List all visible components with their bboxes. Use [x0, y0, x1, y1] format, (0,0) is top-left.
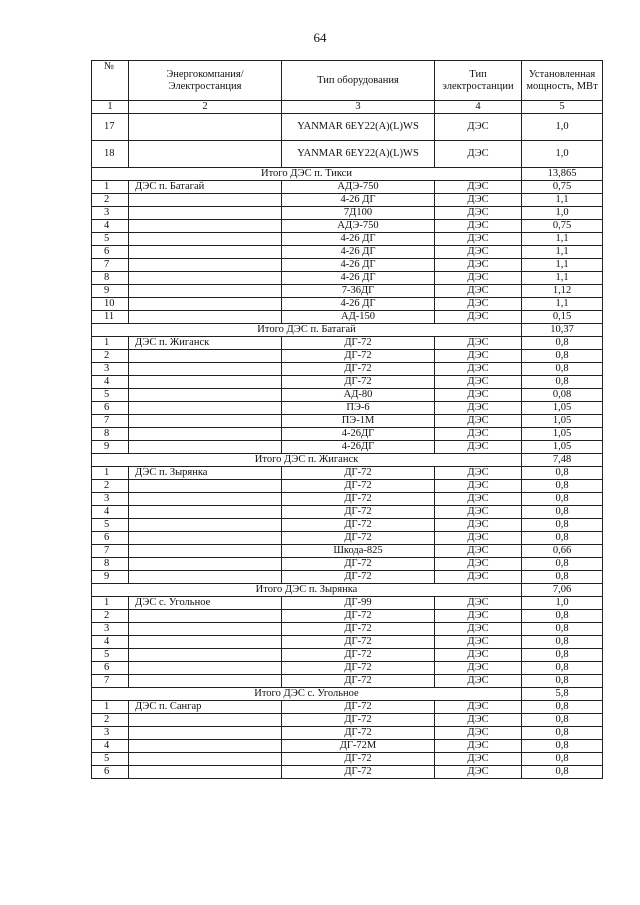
- table-row: [92, 428, 603, 441]
- row-station-type: ДЭС: [435, 389, 522, 402]
- row-station-type: ДЭС: [435, 350, 522, 363]
- row-company: [129, 623, 282, 636]
- table-row: [92, 233, 603, 246]
- row-equipment: АД-150: [282, 311, 435, 324]
- row-station-type: ДЭС: [435, 272, 522, 285]
- header-equipment: Тип оборудования: [282, 61, 435, 101]
- row-equipment: ДГ-72: [282, 636, 435, 649]
- row-power: 0,75: [522, 220, 603, 233]
- column-number-row: [92, 101, 603, 114]
- table-row: [92, 311, 603, 324]
- row-equipment: ДГ-72: [282, 506, 435, 519]
- subtotal-row: [92, 168, 603, 181]
- row-number: 3: [92, 623, 129, 636]
- table-row: [92, 272, 603, 285]
- row-company: [129, 493, 282, 506]
- row-company: [129, 545, 282, 558]
- row-equipment: ПЭ-1М: [282, 415, 435, 428]
- table-body: [92, 114, 603, 779]
- row-power: 0,8: [522, 649, 603, 662]
- row-company: [129, 506, 282, 519]
- row-company: [129, 480, 282, 493]
- column-number: 4: [435, 101, 522, 114]
- row-number: 1: [92, 701, 129, 714]
- row-station-type: ДЭС: [435, 506, 522, 519]
- row-power: 1,1: [522, 298, 603, 311]
- page-number: 64: [313, 30, 327, 45]
- row-company: [129, 272, 282, 285]
- row-equipment: ДГ-72: [282, 363, 435, 376]
- equipment-table: [91, 60, 603, 779]
- subtotal-label: Итого ДЭС с. Угольное: [92, 688, 522, 701]
- row-station-type: ДЭС: [435, 220, 522, 233]
- row-company: [129, 662, 282, 675]
- row-company: [129, 571, 282, 584]
- row-station-type: ДЭС: [435, 597, 522, 610]
- table-row: [92, 207, 603, 220]
- row-equipment: ДГ-72: [282, 623, 435, 636]
- row-number: 7: [92, 415, 129, 428]
- row-station-type: ДЭС: [435, 376, 522, 389]
- subtotal-row: [92, 688, 603, 701]
- row-power: 0,8: [522, 376, 603, 389]
- row-number: 4: [92, 506, 129, 519]
- row-company: [129, 727, 282, 740]
- table-row: [92, 662, 603, 675]
- table-row: [92, 558, 603, 571]
- row-number: 2: [92, 194, 129, 207]
- row-power: 0,8: [522, 350, 603, 363]
- header-station-type: Тип электростанции: [435, 61, 522, 101]
- row-station-type: ДЭС: [435, 428, 522, 441]
- table-row: [92, 506, 603, 519]
- row-station-type: ДЭС: [435, 636, 522, 649]
- row-equipment: YANMAR 6EY22(A)(L)WS: [282, 114, 435, 141]
- subtotal-power: 13,865: [522, 168, 603, 181]
- row-number: 2: [92, 714, 129, 727]
- row-company: [129, 376, 282, 389]
- row-power: 0,8: [522, 610, 603, 623]
- row-equipment: ДГ-72: [282, 714, 435, 727]
- table-row: [92, 194, 603, 207]
- row-station-type: ДЭС: [435, 181, 522, 194]
- row-power: 0,8: [522, 740, 603, 753]
- row-station-type: ДЭС: [435, 415, 522, 428]
- header-company: Энергокомпания/ Электростанция: [129, 61, 282, 101]
- row-equipment: ДГ-72: [282, 675, 435, 688]
- row-number: 1: [92, 337, 129, 350]
- row-equipment: ДГ-72: [282, 701, 435, 714]
- row-station-type: ДЭС: [435, 233, 522, 246]
- row-number: 6: [92, 662, 129, 675]
- row-number: 5: [92, 649, 129, 662]
- row-number: 5: [92, 233, 129, 246]
- row-company: [129, 114, 282, 141]
- row-station-type: ДЭС: [435, 623, 522, 636]
- row-company: [129, 675, 282, 688]
- row-station-type: ДЭС: [435, 675, 522, 688]
- table-row: [92, 402, 603, 415]
- row-number: 10: [92, 298, 129, 311]
- row-equipment: ПЭ-6: [282, 402, 435, 415]
- table-row: [92, 610, 603, 623]
- row-power: 0,8: [522, 675, 603, 688]
- row-number: 9: [92, 441, 129, 454]
- row-number: 2: [92, 350, 129, 363]
- row-number: 2: [92, 610, 129, 623]
- row-company: [129, 766, 282, 779]
- row-power: 0,8: [522, 636, 603, 649]
- row-station-type: ДЭС: [435, 545, 522, 558]
- row-number: 1: [92, 597, 129, 610]
- row-company: [129, 141, 282, 168]
- subtotal-power: 7,48: [522, 454, 603, 467]
- subtotal-label: Итого ДЭС п. Батагай: [92, 324, 522, 337]
- row-station-type: ДЭС: [435, 259, 522, 272]
- row-equipment: 7-36ДГ: [282, 285, 435, 298]
- table-row: [92, 467, 603, 480]
- row-company: [129, 558, 282, 571]
- subtotal-power: 7,06: [522, 584, 603, 597]
- row-company: [129, 519, 282, 532]
- column-number: 2: [129, 101, 282, 114]
- subtotal-power: 5,8: [522, 688, 603, 701]
- table-row: [92, 519, 603, 532]
- row-number: 1: [92, 467, 129, 480]
- row-equipment: АД-80: [282, 389, 435, 402]
- table-row: [92, 636, 603, 649]
- row-company: ДЭС п. Сангар: [129, 701, 282, 714]
- row-number: 3: [92, 363, 129, 376]
- row-power: 0,8: [522, 480, 603, 493]
- row-company: [129, 194, 282, 207]
- row-station-type: ДЭС: [435, 753, 522, 766]
- row-power: 0,8: [522, 493, 603, 506]
- row-company: ДЭС п. Батагай: [129, 181, 282, 194]
- row-equipment: АДЭ-750: [282, 181, 435, 194]
- row-power: 0,8: [522, 623, 603, 636]
- row-station-type: ДЭС: [435, 610, 522, 623]
- table-row: [92, 114, 603, 141]
- row-number: 7: [92, 259, 129, 272]
- row-company: [129, 259, 282, 272]
- row-number: 7: [92, 545, 129, 558]
- table-row: [92, 714, 603, 727]
- row-company: [129, 441, 282, 454]
- row-number: 4: [92, 740, 129, 753]
- row-equipment: ДГ-99: [282, 597, 435, 610]
- subtotal-power: 10,37: [522, 324, 603, 337]
- row-power: 0,8: [522, 766, 603, 779]
- table-row: [92, 259, 603, 272]
- table-row: [92, 740, 603, 753]
- row-equipment: ДГ-72: [282, 571, 435, 584]
- row-power: 1,1: [522, 272, 603, 285]
- row-station-type: ДЭС: [435, 662, 522, 675]
- row-number: 6: [92, 402, 129, 415]
- row-company: [129, 246, 282, 259]
- row-station-type: ДЭС: [435, 571, 522, 584]
- row-equipment: ДГ-72: [282, 662, 435, 675]
- row-power: 0,8: [522, 363, 603, 376]
- row-number: 9: [92, 571, 129, 584]
- row-station-type: ДЭС: [435, 740, 522, 753]
- row-company: [129, 363, 282, 376]
- row-equipment: ДГ-72М: [282, 740, 435, 753]
- row-power: 1,05: [522, 441, 603, 454]
- row-power: 1,0: [522, 141, 603, 168]
- header-num: №: [92, 61, 129, 101]
- table-row: [92, 181, 603, 194]
- table-row: [92, 701, 603, 714]
- row-company: [129, 428, 282, 441]
- row-equipment: 4-26 ДГ: [282, 246, 435, 259]
- row-station-type: ДЭС: [435, 727, 522, 740]
- row-station-type: ДЭС: [435, 114, 522, 141]
- row-number: 4: [92, 636, 129, 649]
- row-number: 3: [92, 207, 129, 220]
- table-row: [92, 389, 603, 402]
- row-number: 7: [92, 675, 129, 688]
- row-company: [129, 233, 282, 246]
- table-row: [92, 571, 603, 584]
- subtotal-label: Итого ДЭС п. Зырянка: [92, 584, 522, 597]
- row-number: 5: [92, 753, 129, 766]
- row-company: [129, 311, 282, 324]
- row-number: 8: [92, 558, 129, 571]
- column-number: 1: [92, 101, 129, 114]
- row-equipment: ДГ-72: [282, 350, 435, 363]
- row-equipment: YANMAR 6EY22(A)(L)WS: [282, 141, 435, 168]
- row-company: [129, 220, 282, 233]
- row-station-type: ДЭС: [435, 141, 522, 168]
- row-company: ДЭС п. Зырянка: [129, 467, 282, 480]
- row-power: 0,8: [522, 558, 603, 571]
- row-company: ДЭС п. Жиганск: [129, 337, 282, 350]
- subtotal-row: [92, 454, 603, 467]
- row-power: 0,08: [522, 389, 603, 402]
- table-row: [92, 649, 603, 662]
- row-company: [129, 753, 282, 766]
- row-number: 6: [92, 246, 129, 259]
- row-power: 1,0: [522, 207, 603, 220]
- table-row: [92, 220, 603, 233]
- row-station-type: ДЭС: [435, 701, 522, 714]
- row-equipment: 4-26 ДГ: [282, 259, 435, 272]
- row-number: 2: [92, 480, 129, 493]
- row-power: 0,8: [522, 337, 603, 350]
- row-power: 0,8: [522, 662, 603, 675]
- row-equipment: ДГ-72: [282, 532, 435, 545]
- row-number: 8: [92, 428, 129, 441]
- row-power: 0,8: [522, 519, 603, 532]
- row-equipment: ДГ-72: [282, 519, 435, 532]
- row-equipment: ДГ-72: [282, 376, 435, 389]
- row-number: 5: [92, 389, 129, 402]
- row-power: 0,8: [522, 701, 603, 714]
- row-power: 0,8: [522, 727, 603, 740]
- row-station-type: ДЭС: [435, 519, 522, 532]
- table-header-row: [92, 61, 603, 101]
- row-station-type: ДЭС: [435, 558, 522, 571]
- row-company: [129, 415, 282, 428]
- row-power: 0,8: [522, 467, 603, 480]
- row-equipment: 4-26 ДГ: [282, 233, 435, 246]
- row-equipment: Шкода-825: [282, 545, 435, 558]
- row-station-type: ДЭС: [435, 480, 522, 493]
- row-power: 0,75: [522, 181, 603, 194]
- row-company: [129, 389, 282, 402]
- row-power: 0,8: [522, 532, 603, 545]
- row-number: 8: [92, 272, 129, 285]
- row-station-type: ДЭС: [435, 194, 522, 207]
- row-equipment: ДГ-72: [282, 753, 435, 766]
- row-equipment: 4-26ДГ: [282, 441, 435, 454]
- row-equipment: 4-26 ДГ: [282, 194, 435, 207]
- row-equipment: ДГ-72: [282, 727, 435, 740]
- row-company: ДЭС с. Угольное: [129, 597, 282, 610]
- row-equipment: ДГ-72: [282, 467, 435, 480]
- table-row: [92, 298, 603, 311]
- row-station-type: ДЭС: [435, 649, 522, 662]
- row-equipment: 7Д100: [282, 207, 435, 220]
- row-station-type: ДЭС: [435, 467, 522, 480]
- row-company: [129, 285, 282, 298]
- row-company: [129, 649, 282, 662]
- row-power: 0,8: [522, 506, 603, 519]
- row-number: 3: [92, 727, 129, 740]
- table-row: [92, 545, 603, 558]
- table-row: [92, 285, 603, 298]
- table-row: [92, 766, 603, 779]
- row-station-type: ДЭС: [435, 337, 522, 350]
- row-number: 1: [92, 181, 129, 194]
- row-power: 0,8: [522, 714, 603, 727]
- table-row: [92, 480, 603, 493]
- row-equipment: ДГ-72: [282, 480, 435, 493]
- table-row: [92, 532, 603, 545]
- row-power: 1,05: [522, 402, 603, 415]
- row-power: 0,8: [522, 753, 603, 766]
- row-equipment: ДГ-72: [282, 610, 435, 623]
- header-power: Установленная мощность, МВт: [522, 61, 603, 101]
- row-power: 1,05: [522, 415, 603, 428]
- row-number: 11: [92, 311, 129, 324]
- row-station-type: ДЭС: [435, 441, 522, 454]
- row-number: 6: [92, 766, 129, 779]
- table-row: [92, 246, 603, 259]
- row-company: [129, 298, 282, 311]
- row-station-type: ДЭС: [435, 714, 522, 727]
- row-number: 5: [92, 519, 129, 532]
- row-power: 1,12: [522, 285, 603, 298]
- table-row: [92, 141, 603, 168]
- row-equipment: 4-26ДГ: [282, 428, 435, 441]
- row-station-type: ДЭС: [435, 402, 522, 415]
- table-row: [92, 675, 603, 688]
- row-company: [129, 402, 282, 415]
- row-company: [129, 207, 282, 220]
- table-row: [92, 441, 603, 454]
- row-equipment: 4-26 ДГ: [282, 272, 435, 285]
- table-row: [92, 597, 603, 610]
- row-number: 4: [92, 376, 129, 389]
- row-company: [129, 740, 282, 753]
- table-row: [92, 350, 603, 363]
- row-power: 1,0: [522, 114, 603, 141]
- row-equipment: 4-26 ДГ: [282, 298, 435, 311]
- row-equipment: ДГ-72: [282, 766, 435, 779]
- row-equipment: АДЭ-750: [282, 220, 435, 233]
- row-number: 3: [92, 493, 129, 506]
- row-equipment: ДГ-72: [282, 558, 435, 571]
- table-row: [92, 376, 603, 389]
- row-station-type: ДЭС: [435, 766, 522, 779]
- row-power: 1,1: [522, 259, 603, 272]
- column-number: 3: [282, 101, 435, 114]
- table-row: [92, 623, 603, 636]
- row-station-type: ДЭС: [435, 311, 522, 324]
- row-station-type: ДЭС: [435, 532, 522, 545]
- row-station-type: ДЭС: [435, 363, 522, 376]
- subtotal-label: Итого ДЭС п. Тикси: [92, 168, 522, 181]
- table-row: [92, 363, 603, 376]
- table-row: [92, 337, 603, 350]
- row-power: 1,1: [522, 246, 603, 259]
- row-power: 1,1: [522, 194, 603, 207]
- row-power: 0,15: [522, 311, 603, 324]
- row-station-type: ДЭС: [435, 207, 522, 220]
- row-company: [129, 636, 282, 649]
- row-equipment: ДГ-72: [282, 649, 435, 662]
- table-row: [92, 415, 603, 428]
- row-power: 0,8: [522, 571, 603, 584]
- row-number: 6: [92, 532, 129, 545]
- row-number: 18: [92, 141, 129, 168]
- table-row: [92, 493, 603, 506]
- row-number: 4: [92, 220, 129, 233]
- table-row: [92, 753, 603, 766]
- row-station-type: ДЭС: [435, 493, 522, 506]
- row-company: [129, 714, 282, 727]
- row-station-type: ДЭС: [435, 246, 522, 259]
- row-number: 9: [92, 285, 129, 298]
- row-station-type: ДЭС: [435, 298, 522, 311]
- subtotal-label: Итого ДЭС п. Жиганск: [92, 454, 522, 467]
- row-power: 1,05: [522, 428, 603, 441]
- row-power: 1,1: [522, 233, 603, 246]
- row-number: 17: [92, 114, 129, 141]
- row-equipment: ДГ-72: [282, 337, 435, 350]
- row-power: 0,66: [522, 545, 603, 558]
- row-company: [129, 610, 282, 623]
- row-company: [129, 532, 282, 545]
- table-row: [92, 727, 603, 740]
- row-company: [129, 350, 282, 363]
- subtotal-row: [92, 584, 603, 597]
- row-station-type: ДЭС: [435, 285, 522, 298]
- row-equipment: ДГ-72: [282, 493, 435, 506]
- column-number: 5: [522, 101, 603, 114]
- subtotal-row: [92, 324, 603, 337]
- row-power: 1,0: [522, 597, 603, 610]
